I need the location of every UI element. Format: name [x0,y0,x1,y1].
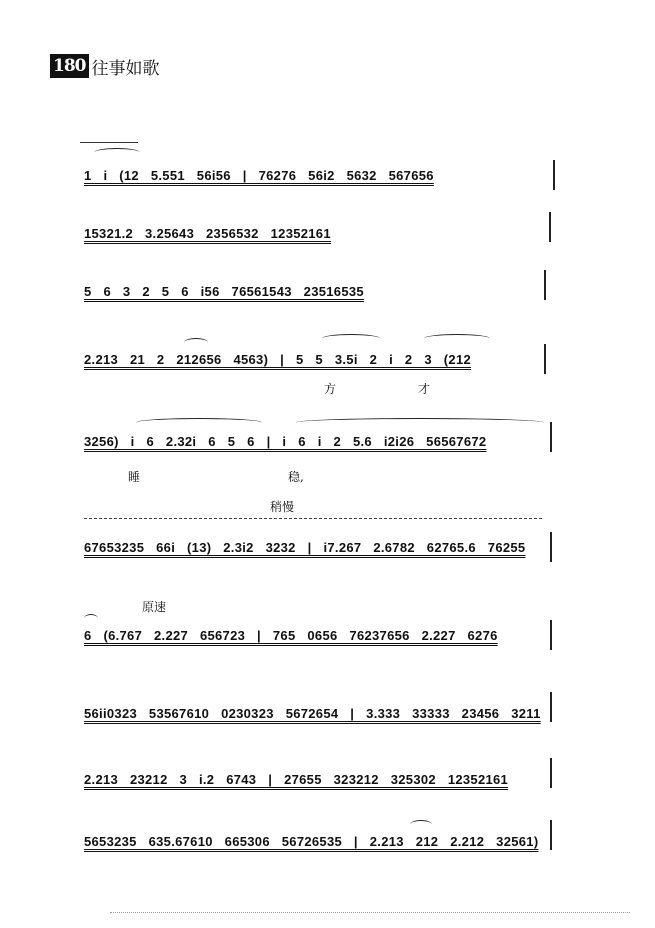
barline [550,620,552,650]
book-title: 往事如歌 [91,58,160,79]
notation: 67653235 66i (13) 2.3i2 3232 | i7.267 2.6782 62765.6 76255 [84,540,526,555]
notation: 2.213 23212 3 i.2 6743 | 27655 323212 325302 12352161 [84,772,509,787]
slur [322,334,380,343]
notation: 3256) i 6 2.32i 6 5 6 | i 6 i 2 5.6 i2i26 56567672 [84,434,487,449]
slur [296,418,544,427]
notation: 6 (6.767 2.227 656723 | 765 0656 76237656 2.227 6276 [84,628,498,643]
barline [550,422,552,452]
notation: 15321.2 3.25643 2356532 12352161 [84,226,331,241]
notation: 5 6 3 2 5 6 i56 76561543 23516535 [84,284,364,299]
tempo-original-marking: 原速 [142,600,167,614]
notation: 2.213 21 2 212656 4563) | 5 5 3.5i 2 i 2 3 (212 [84,352,472,367]
slur [136,418,262,427]
barline [553,160,555,190]
notation: 1 i (12 5.551 56i56 | 76276 56i2 5632 567656 [84,168,434,183]
barline [544,344,546,374]
score-line-9 [84,754,556,824]
dashed-divider [84,518,542,519]
lyric-word: 方 [324,382,337,396]
score-line-8 [84,688,556,758]
barline [550,758,552,788]
slur [410,820,432,829]
footer-rule [110,912,630,913]
page-number: 180 [50,54,89,78]
score-line-6 [84,522,556,592]
score-line-7 [84,610,556,680]
score-line-3 [84,266,556,336]
barline [550,532,552,562]
notation: 5653235 635.67610 665306 56726535 | 2.213 212 2.212 32561) [84,834,539,849]
tempo-slower-marking: 稍慢 [270,500,295,514]
barline [550,820,552,850]
score-line-10 [84,816,556,886]
barline [550,692,552,722]
lyric-word: 稳, [288,470,304,484]
slur [184,338,208,347]
barline [544,270,546,300]
lyric-word: 才 [418,382,431,396]
score-line-5 [84,416,556,486]
score-line-4 [84,334,556,404]
notation: 56ii0323 53567610 0230323 5672654 | 3.333 33333 23456 3211 [84,706,541,721]
lyric-word: 睡 [128,470,141,484]
barline [549,212,551,242]
slur [424,334,490,343]
